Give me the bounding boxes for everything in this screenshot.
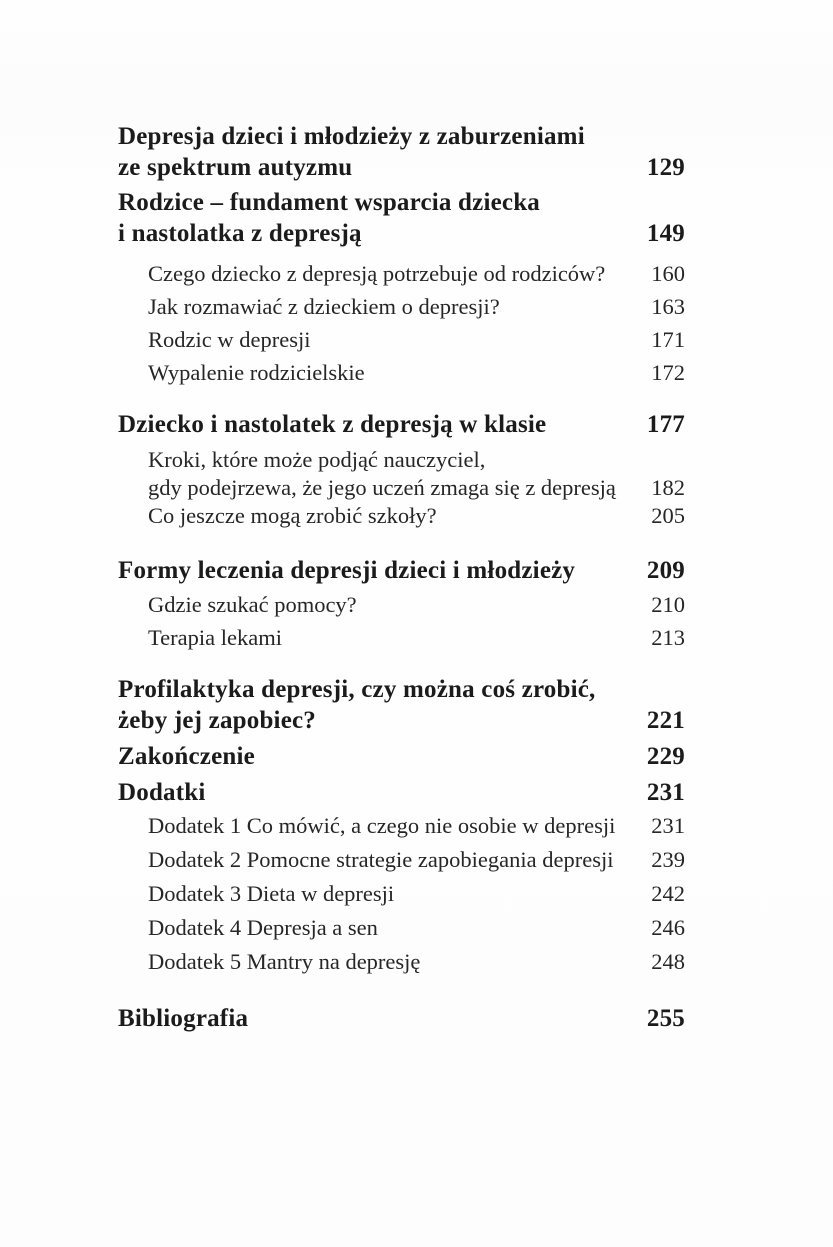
toc-entry-title: [148, 911, 639, 945]
toc-entry-title: [148, 809, 639, 843]
toc-entry-line: Dodatek 2 Pomocne strategie zapobiegania depresji: [148, 847, 614, 872]
toc-entry-title: [148, 446, 639, 502]
toc-entry-line: Co jeszcze mogą zrobić szkoły?: [148, 503, 437, 528]
toc-entry-line: Depresja dzieci i młodzieży z zaburzeniami: [118, 123, 585, 150]
toc-entry-line: Rodzic w depresji: [148, 327, 311, 352]
toc-page-number: 231: [651, 813, 685, 838]
toc-entry-line: Wypalenie rodzicielskie: [148, 360, 365, 385]
toc-entry-title: [148, 356, 639, 389]
toc-entry-line: Kroki, które może podjąć nauczyciel,: [148, 447, 486, 472]
toc-entry-line: Formy leczenia depresji dzieci i młodzieży: [118, 557, 576, 584]
toc-entry-line: Gdzie szukać pomocy?: [148, 592, 357, 617]
toc-entry: [118, 446, 685, 502]
toc-entry: [118, 187, 685, 249]
toc-entry: [118, 588, 685, 621]
toc-page-number: 171: [651, 327, 685, 352]
toc-entry-title: [118, 187, 635, 249]
toc-entry-line: ze spektrum autyzmu: [118, 154, 353, 181]
toc-entry-title: [148, 323, 639, 356]
toc-entry-line: Rodzice – fundament wsparcia dziecka: [118, 189, 540, 216]
toc-page-number: 248: [651, 949, 685, 974]
toc-page-number: 213: [651, 625, 685, 650]
toc-entry-line: Dodatek 1 Co mówić, a czego nie osobie w depresji: [148, 813, 616, 838]
toc-entry-title: [148, 877, 639, 911]
toc-entry-title: [148, 588, 639, 621]
toc-entry-line: Dodatki: [118, 779, 206, 806]
toc-entry: [118, 121, 685, 183]
toc-entry-line: Profilaktyka depresji, czy można coś zrobić,: [118, 676, 596, 703]
toc-entry-line: Dodatek 4 Depresja a sen: [148, 915, 378, 940]
toc-page-number: 172: [651, 360, 685, 385]
toc-entry-line: Dodatek 5 Mantry na depresję: [148, 949, 421, 974]
toc-entry-title: [148, 290, 639, 323]
toc-entry-line: Czego dziecko z depresją potrzebuje od rodziców?: [148, 261, 606, 286]
toc-page-number: 163: [651, 294, 685, 319]
toc-entry: [118, 945, 685, 979]
toc-entry: [118, 257, 685, 290]
toc-entry-line: i nastolatka z depresją: [118, 220, 362, 247]
toc-page-number: 160: [651, 261, 685, 286]
toc-entry: [118, 323, 685, 356]
toc-entry-title: [118, 741, 635, 772]
toc-page-number: 231: [646, 779, 685, 806]
toc-entry: [118, 621, 685, 654]
toc-page-number: 209: [646, 557, 685, 584]
toc-page-number: 221: [646, 707, 685, 734]
toc-entry-title: [118, 1003, 635, 1034]
toc-entry: [118, 741, 685, 772]
toc-page-number: 210: [651, 592, 685, 617]
toc-entry: [118, 356, 685, 389]
toc-entry-line: Zakończenie: [118, 743, 255, 770]
table-of-contents: [118, 121, 685, 1034]
toc-entry-title: [148, 502, 639, 530]
toc-entry-title: [148, 257, 639, 290]
toc-entry: [118, 555, 685, 586]
toc-page-number: 149: [646, 220, 685, 247]
toc-entry: [118, 290, 685, 323]
toc-page-number: 205: [651, 503, 685, 528]
toc-entry-line: żeby jej zapobiec?: [118, 707, 316, 734]
toc-entry: [118, 911, 685, 945]
toc-entry: [118, 877, 685, 911]
toc-entry: [118, 809, 685, 843]
toc-entry-title: [118, 555, 635, 586]
toc-page-number: 229: [646, 743, 685, 770]
toc-entry-title: [148, 945, 639, 979]
toc-entry-line: gdy podejrzewa, że jego uczeń zmaga się z depresją: [148, 475, 616, 500]
toc-page-number: 246: [651, 915, 685, 940]
toc-entry-title: [148, 621, 639, 654]
toc-page-number: 182: [651, 475, 685, 500]
toc-entry: [118, 502, 685, 530]
toc-entry: [118, 777, 685, 808]
toc-page-number: 129: [646, 154, 685, 181]
toc-entry: [118, 843, 685, 877]
toc-entry-line: Bibliografia: [118, 1005, 249, 1032]
toc-entry-line: Dodatek 3 Dieta w depresji: [148, 881, 395, 906]
toc-page-number: 239: [651, 847, 685, 872]
toc-page-number: 177: [646, 411, 685, 438]
toc-page-number: 242: [651, 881, 685, 906]
toc-entry-title: [148, 843, 639, 877]
toc-entry-line: Dziecko i nastolatek z depresją w klasie: [118, 411, 547, 438]
toc-entry-line: Jak rozmawiać z dzieckiem o depresji?: [148, 294, 500, 319]
toc-entry-title: [118, 674, 635, 736]
toc-entry-title: [118, 777, 635, 808]
toc-entry-line: Terapia lekami: [148, 625, 282, 650]
toc-entry: [118, 674, 685, 736]
toc-entry-title: [118, 121, 635, 183]
toc-entry: [118, 409, 685, 440]
toc-entry: [118, 1003, 685, 1034]
toc-entry-title: [118, 409, 635, 440]
toc-page-number: 255: [646, 1005, 685, 1032]
